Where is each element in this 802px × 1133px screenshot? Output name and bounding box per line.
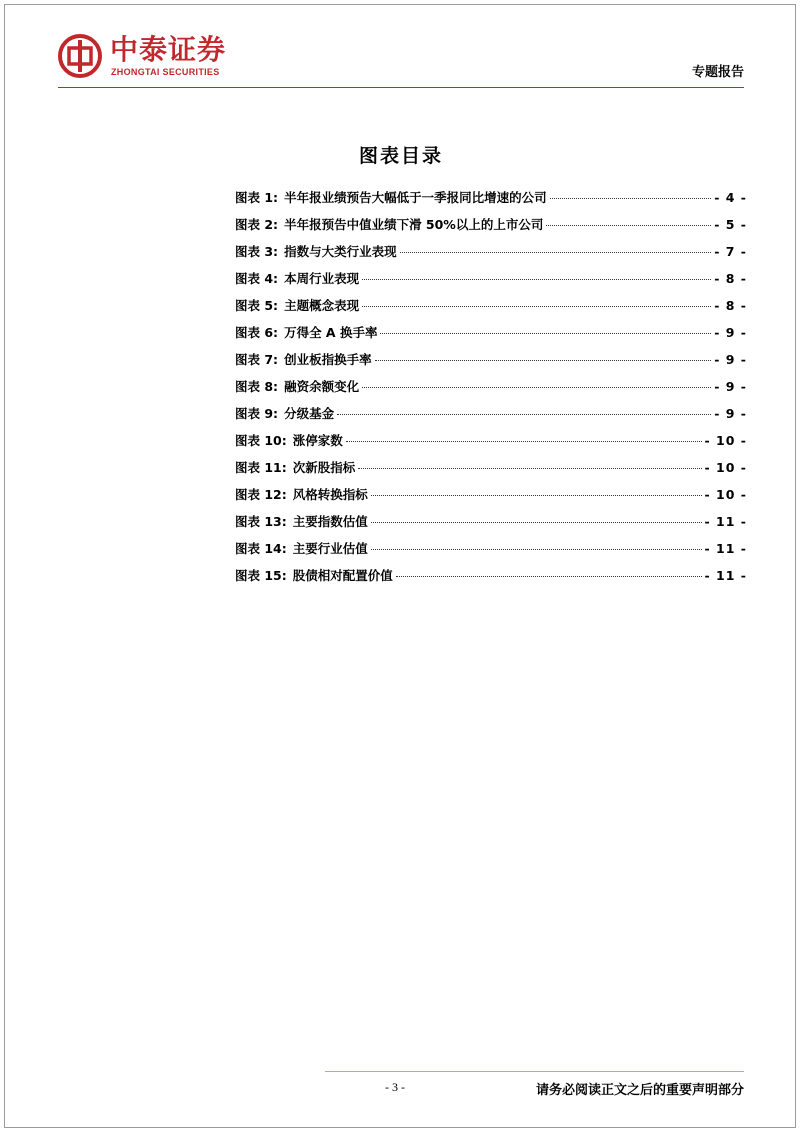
toc-item-title: 半年报预告中值业绩下滑 50%以上的上市公司 bbox=[284, 217, 544, 232]
toc-item-label: 图表 5: bbox=[235, 298, 279, 313]
toc-item[interactable] bbox=[235, 188, 747, 215]
toc-item-title: 指数与大类行业表现 bbox=[284, 244, 397, 259]
toc-item-label: 图表 2: bbox=[235, 217, 279, 232]
zhongtai-logo-icon bbox=[58, 34, 102, 78]
toc-item-page: - 11 - bbox=[704, 541, 747, 556]
toc-item-page: - 10 - bbox=[704, 487, 747, 502]
toc-item-page: - 11 - bbox=[704, 568, 747, 583]
toc-item-label: 图表 11: bbox=[235, 460, 287, 475]
toc-item-label: 图表 6: bbox=[235, 325, 279, 340]
toc-leader-dots bbox=[400, 252, 712, 253]
toc-leader-dots bbox=[358, 468, 701, 469]
toc-leader-dots bbox=[546, 225, 711, 226]
toc-item-title: 主要指数估值 bbox=[292, 514, 368, 529]
toc-leader-dots bbox=[362, 306, 711, 307]
toc-item[interactable] bbox=[235, 458, 747, 485]
toc-item-label: 图表 14: bbox=[235, 541, 287, 556]
toc-item-page: - 9 - bbox=[714, 352, 747, 367]
toc-item[interactable] bbox=[235, 512, 747, 539]
toc-item-title: 创业板指换手率 bbox=[284, 352, 372, 367]
toc-item-page: - 9 - bbox=[714, 406, 747, 421]
toc-item-page: - 8 - bbox=[714, 271, 747, 286]
company-logo bbox=[58, 34, 258, 82]
toc-leader-dots bbox=[362, 387, 711, 388]
toc-item[interactable] bbox=[235, 323, 747, 350]
footer-divider bbox=[325, 1071, 744, 1072]
toc-leader-dots bbox=[371, 522, 702, 523]
toc-item-title: 融资余额变化 bbox=[284, 379, 360, 394]
toc-item[interactable] bbox=[235, 269, 747, 296]
toc-leader-dots bbox=[371, 549, 702, 550]
toc-leader-dots bbox=[362, 279, 711, 280]
toc-item-label: 图表 4: bbox=[235, 271, 279, 286]
page-number: - 3 - bbox=[385, 1080, 405, 1094]
toc-item-page: - 5 - bbox=[714, 217, 747, 232]
toc-item[interactable] bbox=[235, 566, 747, 593]
toc-title: 图表目录 bbox=[358, 145, 443, 167]
brand-name-en: ZHONGTAI SECURITIES bbox=[111, 67, 220, 77]
toc-item-label: 图表 1: bbox=[235, 190, 279, 205]
toc-item-label: 图表 8: bbox=[235, 379, 279, 394]
toc-leader-dots bbox=[337, 414, 711, 415]
toc-item-page: - 7 - bbox=[714, 244, 747, 259]
toc-item-page: - 10 - bbox=[704, 433, 747, 448]
toc-item-title: 股债相对配置价值 bbox=[292, 568, 393, 583]
toc-item-title: 本周行业表现 bbox=[284, 271, 360, 286]
toc-item-title: 主题概念表现 bbox=[284, 298, 360, 313]
toc-leader-dots bbox=[396, 576, 702, 577]
toc-item[interactable] bbox=[235, 296, 747, 323]
header-divider bbox=[58, 87, 744, 88]
toc-leader-dots bbox=[371, 495, 702, 496]
report-type-label: 专题报告 bbox=[691, 65, 744, 80]
toc-item-label: 图表 3: bbox=[235, 244, 279, 259]
toc-leader-dots bbox=[380, 333, 711, 334]
toc-item-page: - 11 - bbox=[704, 514, 747, 529]
toc-item-label: 图表 10: bbox=[235, 433, 287, 448]
toc-item-title: 次新股指标 bbox=[292, 460, 356, 475]
toc-item-title: 分级基金 bbox=[284, 406, 335, 421]
toc-leader-dots bbox=[550, 198, 712, 199]
toc-item[interactable] bbox=[235, 431, 747, 458]
toc-item[interactable] bbox=[235, 242, 747, 269]
toc-item-label: 图表 12: bbox=[235, 487, 287, 502]
toc-item[interactable] bbox=[235, 404, 747, 431]
toc-item[interactable] bbox=[235, 350, 747, 377]
toc-item[interactable] bbox=[235, 539, 747, 566]
toc-item-page: - 4 - bbox=[714, 190, 747, 205]
toc-item[interactable] bbox=[235, 377, 747, 404]
toc-item-page: - 9 - bbox=[714, 379, 747, 394]
toc-leader-dots bbox=[346, 441, 702, 442]
toc-leader-dots bbox=[375, 360, 712, 361]
toc-list bbox=[235, 188, 747, 593]
toc-item-title: 涨停家数 bbox=[292, 433, 343, 448]
toc-item-page: - 10 - bbox=[704, 460, 747, 475]
toc-item-label: 图表 9: bbox=[235, 406, 279, 421]
toc-item-label: 图表 7: bbox=[235, 352, 279, 367]
toc-item-label: 图表 13: bbox=[235, 514, 287, 529]
toc-item[interactable] bbox=[235, 215, 747, 242]
toc-item-title: 半年报业绩预告大幅低于一季报同比增速的公司 bbox=[284, 190, 547, 205]
toc-item-page: - 9 - bbox=[714, 325, 747, 340]
toc-item-label: 图表 15: bbox=[235, 568, 287, 583]
toc-item[interactable] bbox=[235, 485, 747, 512]
toc-item-title: 风格转换指标 bbox=[292, 487, 368, 502]
brand-name-cn: 中泰证券 bbox=[110, 33, 227, 66]
toc-item-page: - 8 - bbox=[714, 298, 747, 313]
toc-item-title: 万得全 A 换手率 bbox=[284, 325, 378, 340]
toc-item-title: 主要行业估值 bbox=[292, 541, 368, 556]
footer-disclaimer: 请务必阅读正文之后的重要声明部分 bbox=[535, 1083, 744, 1098]
